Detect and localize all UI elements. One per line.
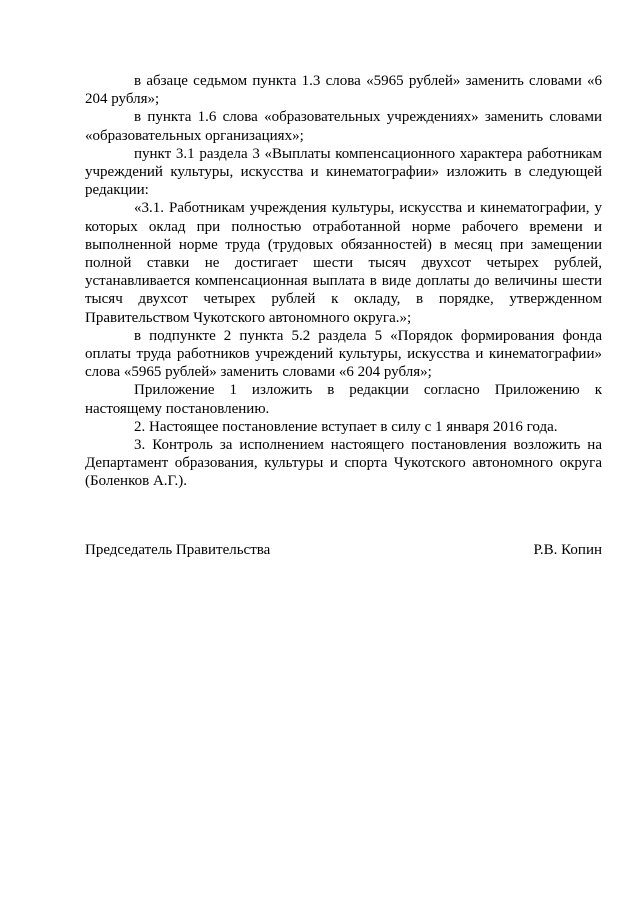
signatory-title: Председатель Правительства (85, 542, 271, 558)
paragraph-new-3-1-text: «3.1. Работникам учреждения культуры, искусства и кинематографии, у которых оклад при полностью отработанной норме рабочего времени и выполненной норме труда (трудовых обязанностей) в месяц при замещении полной ставки не достигает шести тысяч двухсот четырех рублей, устанавливается компенсационная выплата в виде доплаты до величины шести тысяч двухсот четырех рублей к окладу, в порядке, утвержденном Правительством Чукотского автономного округа.»; (85, 200, 602, 326)
paragraph-amend-5-2: в подпункте 2 пункта 5.2 раздела 5 «Порядок формирования фонда оплаты труда работников учреждений культуры, искусства и кинематографии» слова «5965 рублей» заменить словами «6 204 рубля»; (85, 327, 602, 381)
signatory-name: Р.В. Копин (533, 542, 602, 558)
paragraph-amend-3-1-intro: пункт 3.1 раздела 3 «Выплаты компенсационного характера работникам учреждений культуры, искусства и кинематографии» изложить в следующей редакции: (85, 145, 602, 199)
paragraph-appendix-1: Приложение 1 изложить в редакции согласно Приложению к настоящему постановлению. (85, 382, 602, 417)
document-body (85, 72, 602, 491)
paragraph-effective-date: 2. Настоящее постановление вступает в силу с 1 января 2016 года. (134, 418, 558, 435)
paragraph-amend-1-3: в абзаце седьмом пункта 1.3 слова «5965 рублей» заменить словами «6 204 рубля»; (85, 73, 602, 108)
signature-block (85, 541, 602, 561)
paragraph-control: 3. Контроль за исполнением настоящего постановления возложить на Департамент образования, культуры и спорта Чукотского автономного округа (Боленков А.Г.). (85, 437, 602, 490)
paragraph-amend-1-6: в пункта 1.6 слова «образовательных учреждениях» заменить словами «образовательных организациях»; (85, 109, 602, 144)
